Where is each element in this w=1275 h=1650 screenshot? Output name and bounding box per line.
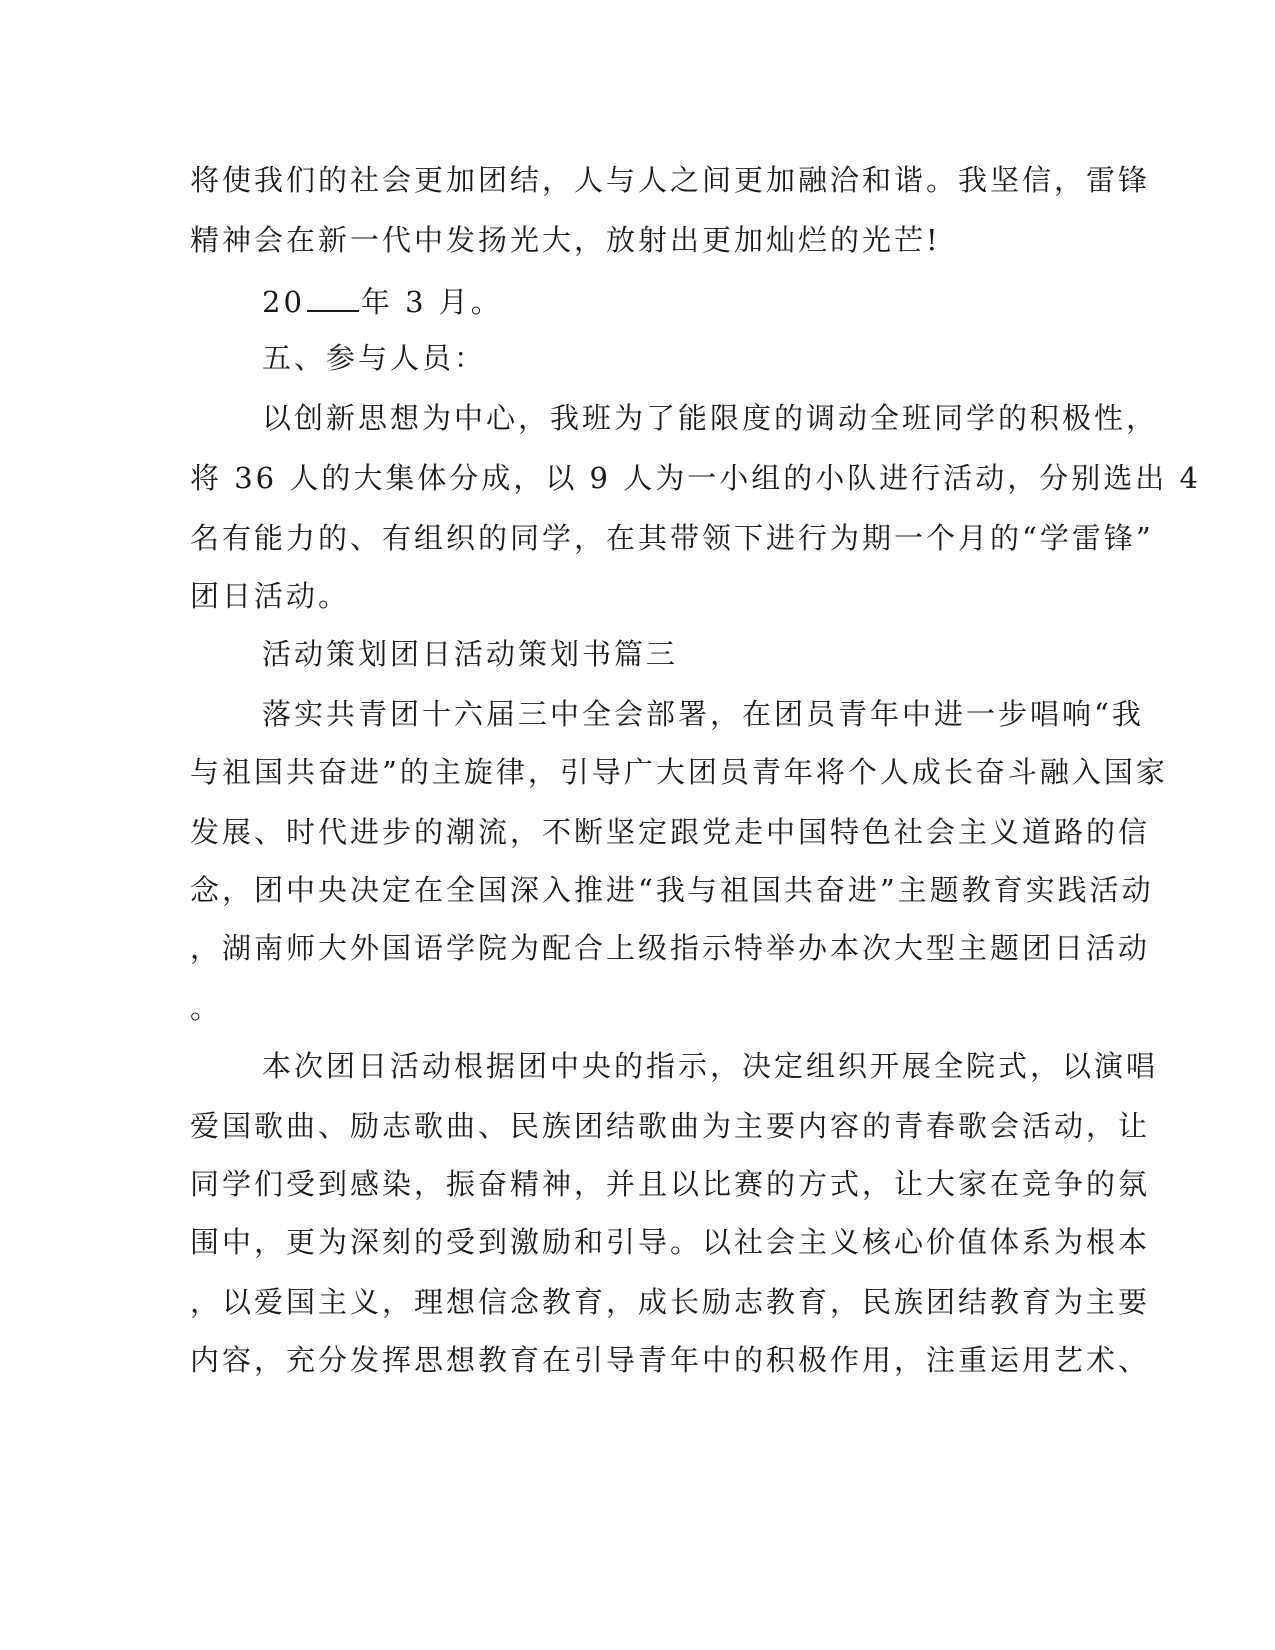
text-line: ，以爱国主义，理想信念教育，成长励志教育，民族团结教育为主要 bbox=[190, 1285, 1151, 1319]
text-line: 同学们受到感染，振奋精神，并且以比赛的方式，让大家在竞争的氛 bbox=[190, 1167, 1151, 1201]
date-line bbox=[262, 280, 503, 320]
text-line: 念，团中央决定在全国深入推进“我与祖国共奋进”主题教育实践活动 bbox=[190, 873, 1154, 907]
text-line: 本次团日活动根据团中央的指示，决定组织开展全院式，以演唱 bbox=[262, 1049, 1159, 1083]
text-line: 将使我们的社会更加团结，人与人之间更加融洽和谐。我坚信，雷锋 bbox=[190, 163, 1151, 197]
text-line: 将 36 人的大集体分成，以 9 人为一小组的小队进行活动，分别选出 4 bbox=[190, 461, 1201, 495]
date-prefix: 20 bbox=[262, 285, 305, 319]
text-line: 发展、时代进步的潮流，不断坚定跟党走中国特色社会主义道路的信 bbox=[190, 815, 1151, 849]
date-suffix: 年 3 月。 bbox=[360, 285, 503, 319]
text-line: ，湖南师大外国语学院为配合上级指示特举办本次大型主题团日活动 bbox=[190, 931, 1151, 965]
section-heading: 五、参与人员： bbox=[262, 341, 487, 375]
date-blank-underline bbox=[307, 280, 359, 312]
text-line: 名有能力的、有组织的同学，在其带领下进行为期一个月的“学雷锋” bbox=[190, 521, 1154, 555]
text-line: 。 bbox=[190, 991, 223, 1025]
text-line: 围中，更为深刻的受到激励和引导。以社会主义核心价值体系为根本 bbox=[190, 1225, 1151, 1259]
text-line: 内容，充分发挥思想教育在引导青年中的积极作用，注重运用艺术、 bbox=[190, 1343, 1151, 1377]
text-line: 与祖国共奋进”的主旋律，引导广大团员青年将个人成长奋斗融入国家 bbox=[190, 755, 1168, 789]
text-line: 落实共青团十六届三中全会部署，在团员青年中进一步唱响“我 bbox=[262, 697, 1144, 731]
chapter-title: 活动策划团日活动策划书篇三 bbox=[262, 637, 679, 671]
text-line: 爱国歌曲、励志歌曲、民族团结歌曲为主要内容的青春歌会活动，让 bbox=[190, 1109, 1151, 1143]
text-line: 以创新思想为中心，我班为了能限度的调动全班同学的积极性， bbox=[262, 401, 1159, 435]
text-line: 精神会在新一代中发扬光大，放射出更加灿烂的光芒! bbox=[190, 223, 941, 257]
text-line: 团日活动。 bbox=[190, 579, 351, 613]
